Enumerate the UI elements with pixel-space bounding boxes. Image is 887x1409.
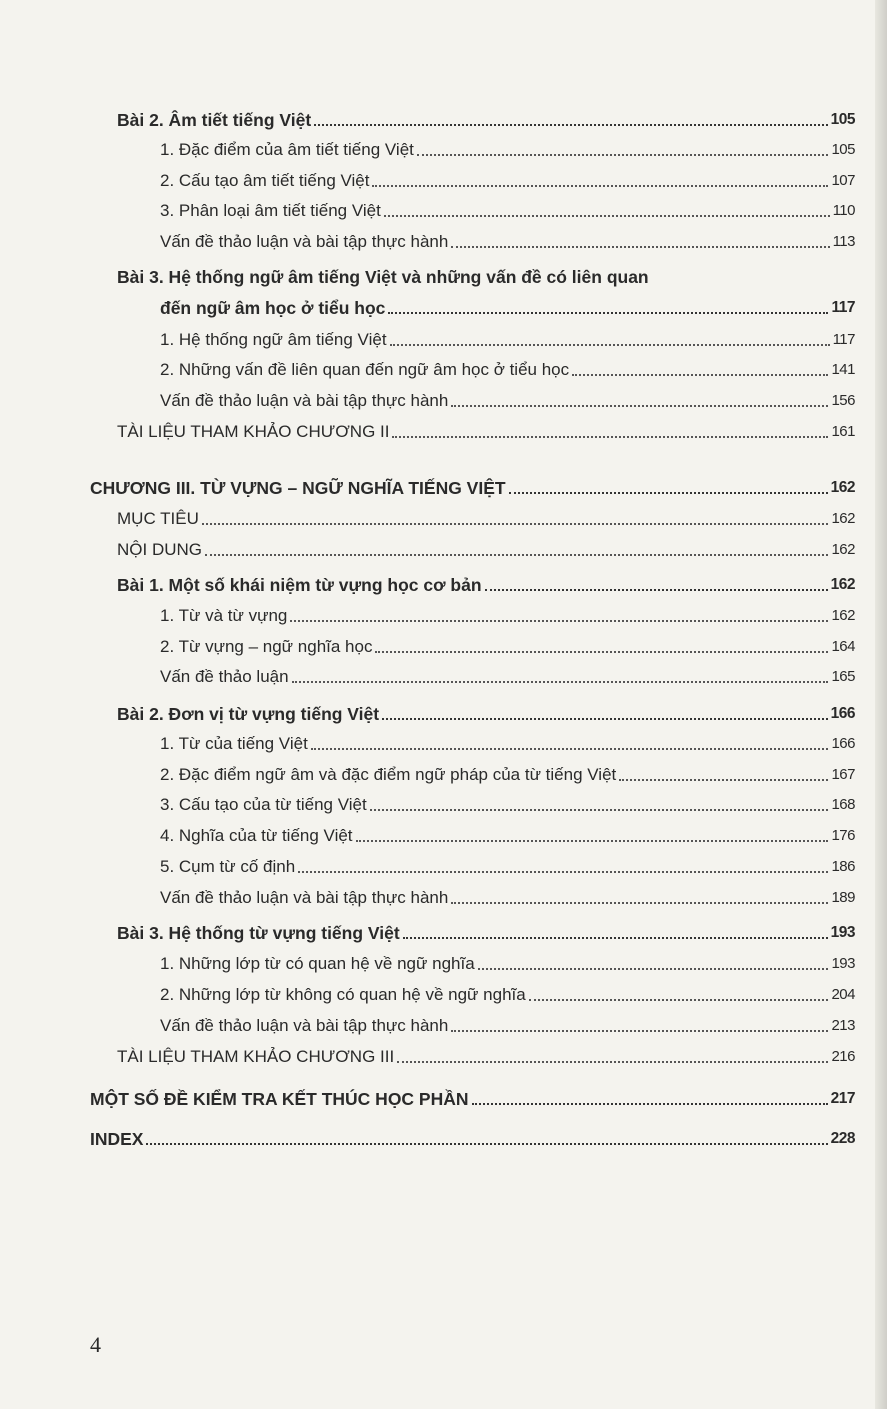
dot-leader [298,870,828,873]
toc-entry-title: 2. Những vấn đề liên quan đến ngữ âm học ở tiểu học [160,360,570,379]
toc-entry-title: Bài 2. Đơn vị từ vựng tiếng Việt [117,704,380,724]
dot-leader [451,245,829,248]
toc-entry-page: 167 [831,766,855,783]
toc-entry-page: 117 [831,299,855,316]
page-number: 4 [90,1332,101,1357]
toc-entry-page: 168 [831,796,855,813]
toc-entry-title: TÀI LIỆU THAM KHẢO CHƯƠNG III [117,1047,395,1066]
toc-entry-page: 162 [830,479,855,496]
toc-entry-page: 105 [831,141,855,158]
toc-entry-title: CHƯƠNG III. TỪ VỰNG – NGỮ NGHĨA TIẾNG VIỆT [90,478,506,498]
toc-entry-title: Bài 2. Âm tiết tiếng Việt [117,110,312,130]
toc-entry-title: 2. Đặc điểm ngữ âm và đặc điểm ngữ pháp của từ tiếng Việt [160,765,617,784]
toc-entry [160,661,855,687]
toc-entry-title: 1. Từ và từ vựng [160,606,288,625]
toc-entry [160,1010,855,1036]
dot-leader [372,184,828,187]
toc-entry-page: 110 [832,202,855,219]
dot-leader [384,214,830,217]
toc-entry-page: 162 [831,607,855,624]
dot-leader [619,778,828,781]
toc-entry [160,324,855,350]
toc-entry [117,503,855,529]
toc-entry-title: Bài 1. Một số khái niệm từ vựng học cơ bản [117,575,482,595]
dot-leader [472,1102,828,1105]
toc-entry-page: 186 [831,858,855,875]
toc-entry-title: 1. Đặc điểm của âm tiết tiếng Việt [160,140,414,159]
toc-entry [160,820,855,846]
dot-leader [356,839,829,842]
toc-entry [160,631,855,657]
dot-leader [509,491,828,494]
toc-entry [117,917,855,943]
toc-entry [117,262,649,288]
toc-entry-page: 161 [831,423,855,440]
dot-leader [311,747,829,750]
toc-entry-page: 166 [830,705,855,722]
dot-leader [451,901,828,904]
toc-entry [117,698,855,724]
toc-entry-page: 117 [832,331,855,348]
toc-entry-page: 176 [831,827,855,844]
dot-leader [388,311,828,314]
toc-entry [160,759,855,785]
toc-entry [160,948,855,974]
toc-entry-title: Vấn đề thảo luận [160,667,289,686]
dot-leader [292,680,829,683]
toc-entry [117,534,855,560]
toc-entry-title: đến ngữ âm học ở tiểu học [160,298,386,318]
toc-entry-page: 217 [830,1090,855,1107]
toc-entry [160,728,855,754]
toc-entry-page: 141 [831,361,855,378]
toc-entry-title: NỘI DUNG [117,540,202,559]
toc-entry-page: 204 [831,986,855,1003]
toc-entry [160,226,855,252]
toc-entry-page: 228 [830,1130,855,1147]
toc-entry-title: Vấn đề thảo luận và bài tập thực hành [160,888,449,907]
toc-entry-page: 164 [831,638,855,655]
toc-entry [160,979,855,1005]
toc-entry [117,1041,855,1067]
toc-entry-page: 162 [830,576,855,593]
toc-entry-title: 3. Cấu tạo của từ tiếng Việt [160,795,367,814]
dot-leader [451,404,828,407]
toc-entry [160,851,855,877]
toc-entry-title: 2. Những lớp từ không có quan hệ về ngữ nghĩa [160,985,526,1004]
toc-entry-title: 3. Phân loại âm tiết tiếng Việt [160,201,381,220]
dot-leader [403,936,828,939]
toc-entry [160,165,855,191]
toc-entry-title: MỘT SỐ ĐỀ KIỂM TRA KẾT THÚC HỌC PHẦN [90,1089,469,1109]
toc-entry-title: TÀI LIỆU THAM KHẢO CHƯƠNG II [117,422,390,441]
toc-entry-title: 5. Cụm từ cố định [160,857,296,876]
toc-entry-title: Bài 3. Hệ thống ngữ âm tiếng Việt và những vấn đề có liên quan [117,267,649,287]
toc-entry [90,472,855,498]
dot-leader [390,343,830,346]
toc-entry-title: 1. Hệ thống ngữ âm tiếng Việt [160,330,387,349]
toc-entry [160,134,855,160]
dot-leader [290,619,828,622]
dot-leader [146,1142,827,1145]
dot-leader [397,1060,828,1063]
toc-entry [160,385,855,411]
dot-leader [572,373,828,376]
toc-entry [90,1123,855,1149]
dot-leader [375,650,828,653]
toc-entry-title: INDEX [90,1129,144,1149]
toc-entry-page: 165 [831,668,855,685]
toc-entry-page: 166 [831,735,855,752]
toc-entry-title: MỤC TIÊU [117,509,199,528]
toc-entry-title: 1. Những lớp từ có quan hệ về ngữ nghĩa [160,954,475,973]
dot-leader [485,588,828,591]
toc-entry-title: 2. Từ vựng – ngữ nghĩa học [160,637,373,656]
dot-leader [202,522,829,525]
toc-entry-title: 2. Cấu tạo âm tiết tiếng Việt [160,171,370,190]
toc-entry-title: Vấn đề thảo luận và bài tập thực hành [160,391,449,410]
dot-leader [205,553,828,556]
toc-entry-title: 1. Từ của tiếng Việt [160,734,308,753]
toc-entry-page: 107 [831,172,855,189]
toc-entry [117,104,855,130]
toc-entry-page: 193 [831,955,855,972]
dot-leader [392,435,828,438]
toc-entry-title: 4. Nghĩa của từ tiếng Việt [160,826,353,845]
toc-entry-page: 213 [831,1017,855,1034]
dot-leader [314,123,827,126]
toc-entry [160,600,855,626]
toc-entry [160,882,855,908]
toc-entry-page: 193 [830,924,855,941]
dot-leader [529,998,829,1001]
dot-leader [370,808,829,811]
dot-leader [478,967,829,970]
toc-entry [90,1083,855,1109]
toc-entry [160,195,855,221]
toc-entry-page: 156 [831,392,855,409]
toc-entry-page: 216 [831,1048,855,1065]
toc-entry [117,416,855,442]
toc-entry [117,569,855,595]
toc-entry-page: 162 [831,510,855,527]
toc-entry-title: Vấn đề thảo luận và bài tập thực hành [160,1016,449,1035]
dot-leader [417,153,829,156]
toc-entry-page: 105 [830,111,855,128]
dot-leader [382,717,828,720]
toc-entry-title: Vấn đề thảo luận và bài tập thực hành [160,232,449,251]
page-edge [875,0,887,1409]
toc-entry-page: 162 [831,541,855,558]
toc-entry-title: Bài 3. Hệ thống từ vựng tiếng Việt [117,923,400,943]
toc-entry [160,789,855,815]
toc-entry-page: 189 [831,889,855,906]
dot-leader [451,1029,828,1032]
toc-entry-page: 113 [832,233,855,250]
toc-entry [160,292,855,318]
toc-entry [160,354,855,380]
